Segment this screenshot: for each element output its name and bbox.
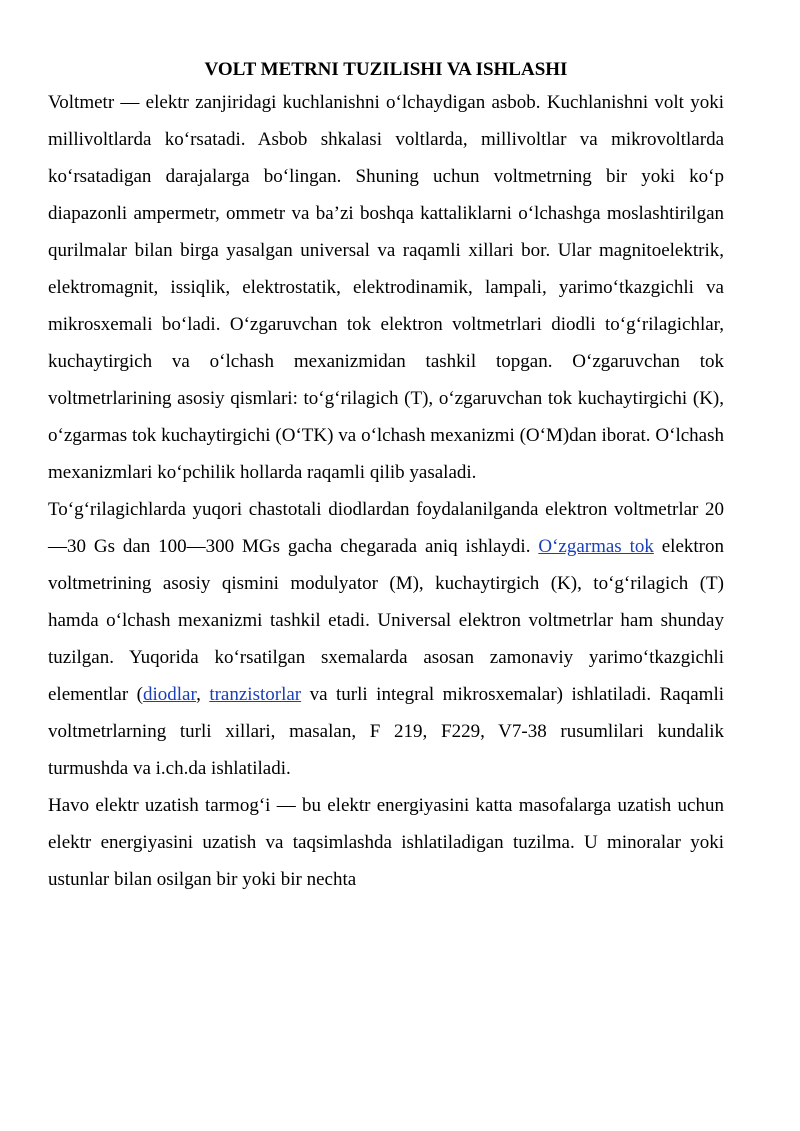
document-page (48, 56, 724, 898)
paragraph-text: , (196, 684, 210, 705)
link-ozgarmas-tok[interactable]: O‘zgarmas tok (538, 536, 654, 557)
paragraph-rectifiers (48, 491, 724, 787)
paragraph-text: elektron voltmetrining asosiy qismini modulyator (M), kuchaytirgich (K), to‘g‘rilagich (T) hamda o‘lchash mexanizmi tashkil etadi. Universal elektron voltmetrlar ham shunday tuzilgan. Yuqorida ko‘rsatilgan sxemalarda asosan zamonaviy yarimo‘tkazgichli elementlar ( (48, 536, 724, 705)
link-diodlar[interactable]: diodlar (143, 684, 197, 705)
link-tranzistorlar[interactable]: tranzistorlar (209, 684, 302, 705)
document-title: VOLT METRNI TUZILISHI VA ISHLASHI (204, 59, 568, 80)
paragraph-voltmetr-definition: Voltmetr — elektr zanjiridagi kuchlanishni o‘lchaydigan asbob. Kuchlanishni volt yoki millivoltlarda ko‘rsatadi. Asbob shkalasi voltlarda, millivoltlar va mikrovoltlarda ko‘rsatadigan darajalarga bo‘lingan. Shuning uchun voltmetrning bir yoki ko‘p diapazonli ampermetr, ommetr va ba’zi boshqa kattaliklarni o‘lchashga moslashtirilgan qurilmalar bilan birga yasalgan universal va raqamli xillari bor. Ular magnitoelektrik, elektromagnit, issiqlik, elektrostatik, elektrodinamik, lampali, yarimo‘tkazgichli va mikrosxemali bo‘ladi. O‘zgaruvchan tok elektron voltmetrlari diodli to‘g‘rilagichlar, kuchaytirgich va o‘lchash mexanizmidan tashkil topgan. O‘zgaruvchan tok voltmetrlarining asosiy qismlari: to‘g‘rilagich (T), o‘zgaruvchan tok kuchaytirgichi (K), o‘zgarmas tok kuchaytirgichi (O‘TK) va o‘lchash mexanizmi (O‘M)dan iborat. O‘lchash mexanizmlari ko‘pchilik hollarda raqamli qilib yasaladi. (48, 92, 724, 483)
paragraph-transmission-line: Havo elektr uzatish tarmog‘i — bu elektr energiyasini katta masofalarga uzatish uchun elektr energiyasini uzatish va taqsimlashda ishlatiladigan tuzilma. U minoralar yoki ustunlar bilan osilgan bir yoki bir nechta (48, 795, 724, 890)
paragraph-text: va turli integral mikrosxemalar) ishlatiladi. Raqamli voltmetrlarning turli xillari, masalan, F 219, F229, V7-38 rusumlilari kundalik turmushda va i.ch.da ishlatiladi. (48, 684, 725, 779)
paragraph-text: To‘g‘rilagichlarda yuqori chastotali diodlardan foydalanilganda elektron voltmetrlar 20—30 Gs dan 100—300 MGs gacha chegarada aniq ishlaydi. (48, 499, 724, 557)
